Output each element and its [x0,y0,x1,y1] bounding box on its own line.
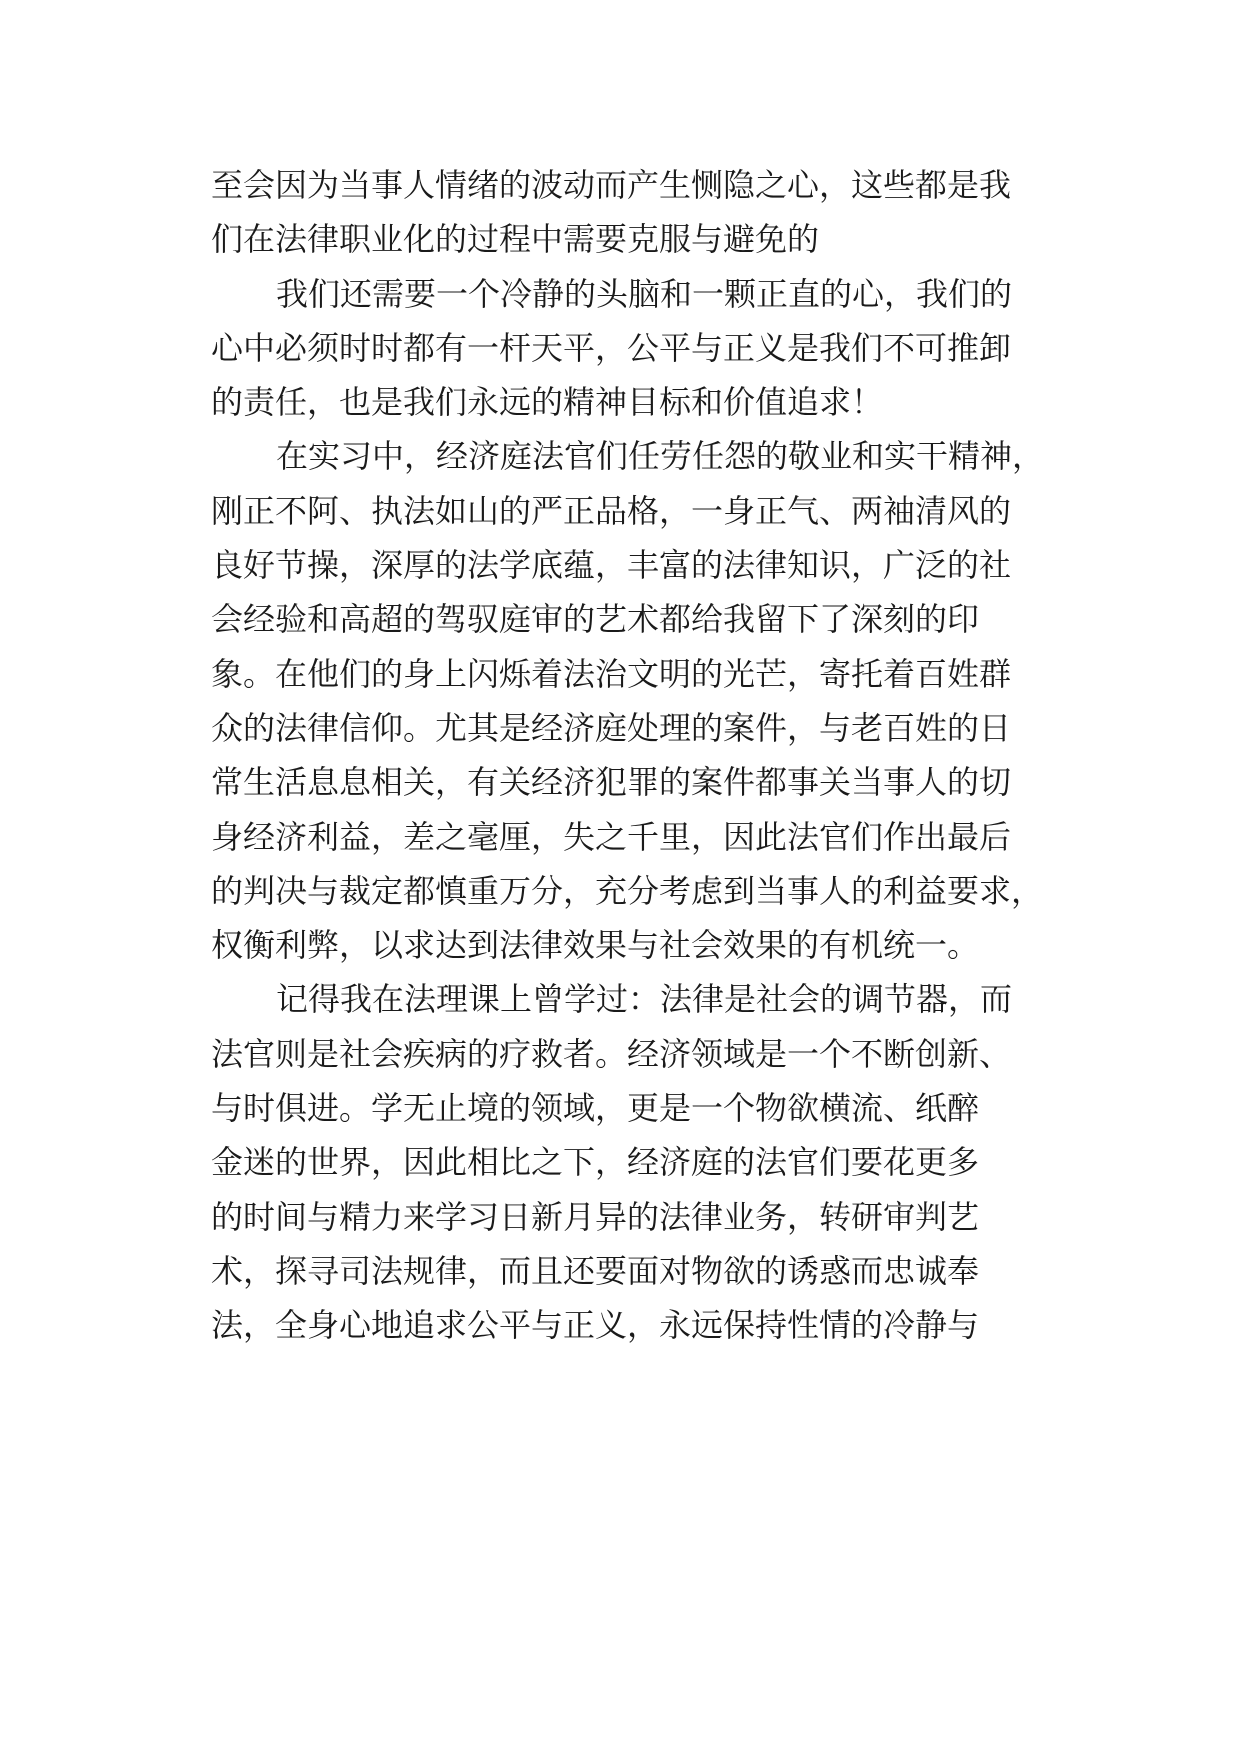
text-line: 的时间与精力来学习日新月异的法律业务，转研审判艺 [211,1197,980,1236]
text-line: 良好节操，深厚的法学底蕴，丰富的法律知识，广泛的社 [211,546,1012,585]
paragraph-1 [211,158,1041,267]
text-line: 的判决与裁定都慎重万分，充分考虑到当事人的利益要求， [211,871,1044,910]
text-line: 刚正不阿、执法如山的严正品格，一身正气、两袖清风的 [211,491,1012,530]
text-line: 与时俱进。学无止境的领域，更是一个物欲横流、纸醉 [211,1089,980,1128]
text-line: 记得我在法理课上曾学过：法律是社会的调节器，而 [276,980,1013,1019]
text-line: 常生活息息相关，有关经济犯罪的案件都事关当事人的切 [211,763,1012,802]
text-line: 众的法律信仰。尤其是经济庭处理的案件，与老百姓的日 [211,708,1012,747]
paragraph-4 [211,972,1041,1352]
text-line: 我们还需要一个冷静的头脑和一颗正直的心，我们的 [276,274,1013,313]
text-line: 会经验和高超的驾驭庭审的艺术都给我留下了深刻的印 [211,600,980,639]
text-line: 术，探寻司法规律，而且还要面对物欲的诱惑而忠诚奉 [211,1251,980,1290]
text-line: 身经济利益，差之毫厘，失之千里，因此法官们作出最后 [211,817,1012,856]
document-body [211,158,1045,1353]
text-line: 们在法律职业化的过程中需要克服与避免的 [211,220,820,259]
text-line: 权衡利弊，以求达到法律效果与社会效果的有机统一。 [211,926,980,965]
text-line: 法，全身心地追求公平与正义，永远保持性情的冷静与 [211,1306,980,1345]
paragraph-3 [211,429,1045,972]
text-line: 在实习中，经济庭法官们任劳任怨的敬业和实干精神， [276,437,1045,476]
text-line: 金迷的世界，因此相比之下，经济庭的法官们要花更多 [211,1143,980,1182]
paragraph-2 [211,267,1041,430]
text-line: 法官则是社会疾病的疗救者。经济领域是一个不断创新、 [211,1034,1012,1073]
text-line: 象。在他们的身上闪烁着法治文明的光芒，寄托着百姓群 [211,654,1012,693]
text-line: 心中必须时时都有一杆天平，公平与正义是我们不可推卸 [211,328,1012,367]
text-line: 的责任，也是我们永远的精神目标和价值追求！ [211,383,884,422]
text-line: 至会因为当事人情绪的波动而产生恻隐之心，这些都是我 [211,166,1012,204]
